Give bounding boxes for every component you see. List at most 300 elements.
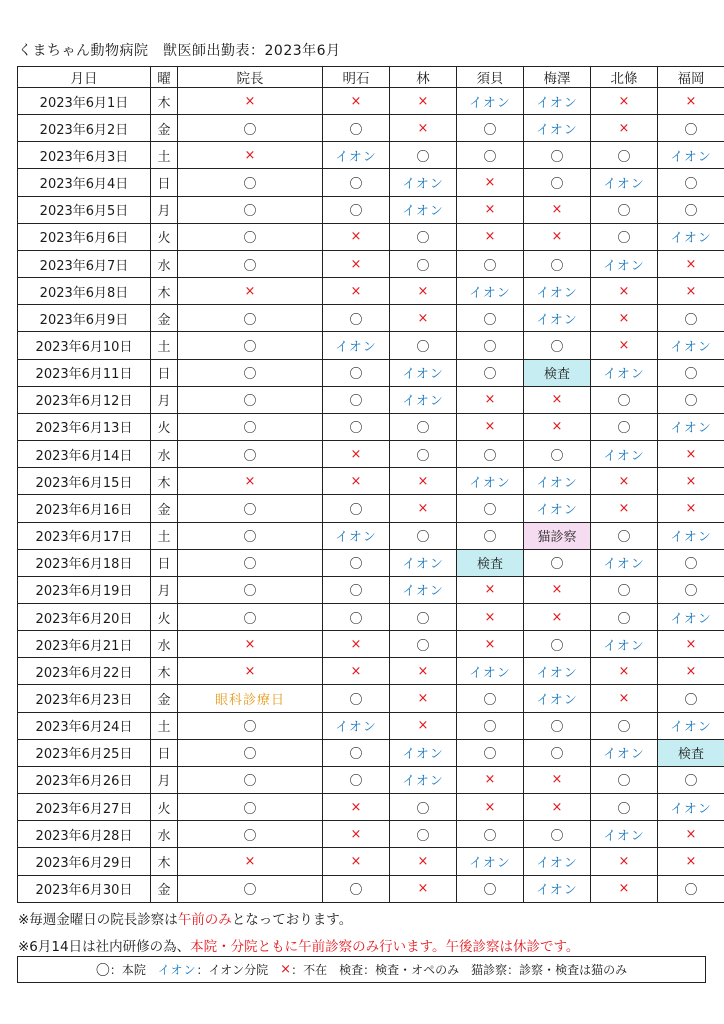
shift-cell-akashi: × — [323, 821, 390, 848]
shift-cell-director: 〇 — [178, 223, 323, 250]
shift-cell-umezawa: 検査 — [524, 359, 591, 386]
shift-cell-fukuoka: × — [658, 441, 724, 468]
table-row — [18, 576, 724, 603]
shift-cell-hayashi: イオン — [390, 549, 457, 576]
shift-cell-akashi: 〇 — [323, 359, 390, 386]
shift-cell-hayashi: 〇 — [390, 522, 457, 549]
date-cell: 2023年6月30日 — [18, 875, 151, 902]
shift-cell-director: × — [178, 848, 323, 875]
shift-cell-sugai: × — [457, 576, 524, 603]
weekday-cell: 水 — [151, 821, 178, 848]
table-row — [18, 495, 724, 522]
shift-cell-hojo: × — [591, 658, 658, 685]
date-cell: 2023年6月18日 — [18, 549, 151, 576]
shift-cell-hayashi: × — [390, 115, 457, 142]
shift-cell-hojo: 〇 — [591, 522, 658, 549]
shift-cell-umezawa: 猫診察 — [524, 522, 591, 549]
shift-cell-fukuoka: 〇 — [658, 305, 724, 332]
shift-cell-director: 〇 — [178, 250, 323, 277]
shift-cell-sugai: 〇 — [457, 305, 524, 332]
legend-aeon-label: イオン — [157, 963, 197, 977]
shift-cell-fukuoka: 〇 — [658, 766, 724, 793]
shift-cell-hayashi: イオン — [390, 576, 457, 603]
shift-cell-hojo: × — [591, 305, 658, 332]
shift-cell-sugai: 〇 — [457, 495, 524, 522]
shift-cell-akashi: × — [323, 658, 390, 685]
shift-cell-fukuoka: 検査 — [658, 739, 724, 766]
shift-cell-hayashi: 〇 — [390, 413, 457, 440]
shift-cell-sugai: × — [457, 169, 524, 196]
weekday-cell: 水 — [151, 441, 178, 468]
weekday-cell: 金 — [151, 305, 178, 332]
table-row — [18, 115, 724, 142]
shift-cell-director: × — [178, 278, 323, 305]
weekday-cell: 火 — [151, 794, 178, 821]
page-title: くまちゃん動物病院 獣医師出勤表：2023年6月 — [18, 43, 341, 59]
shift-cell-sugai: × — [457, 766, 524, 793]
shift-cell-sugai: 〇 — [457, 875, 524, 902]
shift-cell-hayashi: × — [390, 495, 457, 522]
shift-cell-hojo: × — [591, 115, 658, 142]
weekday-cell: 日 — [151, 169, 178, 196]
weekday-cell: 土 — [151, 142, 178, 169]
table-row — [18, 549, 724, 576]
shift-cell-umezawa: × — [524, 196, 591, 223]
table-row — [18, 848, 724, 875]
date-cell: 2023年6月5日 — [18, 196, 151, 223]
shift-cell-umezawa: イオン — [524, 658, 591, 685]
shift-cell-fukuoka: イオン — [658, 712, 724, 739]
date-cell: 2023年6月1日 — [18, 88, 151, 115]
shift-cell-director: 〇 — [178, 169, 323, 196]
weekday-cell: 木 — [151, 848, 178, 875]
shift-cell-akashi: 〇 — [323, 115, 390, 142]
shift-cell-umezawa: 〇 — [524, 250, 591, 277]
table-row — [18, 332, 724, 359]
weekday-cell: 木 — [151, 468, 178, 495]
table-row — [18, 685, 724, 712]
shift-cell-hojo: × — [591, 495, 658, 522]
shift-cell-fukuoka: × — [658, 631, 724, 658]
shift-cell-sugai: 〇 — [457, 359, 524, 386]
shift-cell-sugai: 〇 — [457, 522, 524, 549]
shift-cell-director: 眼科診療日 — [178, 685, 323, 712]
shift-cell-akashi: × — [323, 631, 390, 658]
weekday-cell: 日 — [151, 549, 178, 576]
table-row — [18, 142, 724, 169]
shift-cell-akashi: 〇 — [323, 766, 390, 793]
shift-cell-director: 〇 — [178, 359, 323, 386]
shift-cell-director: × — [178, 142, 323, 169]
table-row — [18, 522, 724, 549]
table-row — [18, 712, 724, 739]
date-cell: 2023年6月17日 — [18, 522, 151, 549]
col-header-hayashi: 林 — [390, 67, 457, 88]
shift-cell-fukuoka: 〇 — [658, 875, 724, 902]
shift-cell-umezawa: 〇 — [524, 712, 591, 739]
date-cell: 2023年6月19日 — [18, 576, 151, 603]
shift-cell-hayashi: 〇 — [390, 603, 457, 630]
date-cell: 2023年6月9日 — [18, 305, 151, 332]
shift-cell-hojo: 〇 — [591, 603, 658, 630]
shift-cell-hojo: × — [591, 332, 658, 359]
weekday-cell: 月 — [151, 576, 178, 603]
weekday-cell: 月 — [151, 196, 178, 223]
date-cell: 2023年6月6日 — [18, 223, 151, 250]
table-row — [18, 223, 724, 250]
legend-circle-desc: ：本院 — [109, 963, 146, 977]
shift-cell-sugai: 〇 — [457, 712, 524, 739]
schedule-table — [17, 66, 724, 903]
weekday-cell: 木 — [151, 278, 178, 305]
shift-cell-umezawa: イオン — [524, 685, 591, 712]
shift-cell-fukuoka: 〇 — [658, 549, 724, 576]
shift-cell-hojo: 〇 — [591, 576, 658, 603]
date-cell: 2023年6月29日 — [18, 848, 151, 875]
shift-cell-fukuoka: × — [658, 821, 724, 848]
note-friday-text-2: となっております。 — [231, 912, 353, 928]
shift-cell-sugai: イオン — [457, 848, 524, 875]
shift-cell-hojo: × — [591, 468, 658, 495]
shift-cell-akashi: イオン — [323, 712, 390, 739]
shift-cell-umezawa: 〇 — [524, 549, 591, 576]
date-cell: 2023年6月25日 — [18, 739, 151, 766]
legend-cross-icon: × — [280, 962, 292, 977]
shift-cell-director: 〇 — [178, 794, 323, 821]
shift-cell-akashi: イオン — [323, 142, 390, 169]
shift-cell-director: 〇 — [178, 576, 323, 603]
weekday-cell: 火 — [151, 603, 178, 630]
shift-cell-hayashi: イオン — [390, 766, 457, 793]
shift-cell-akashi: × — [323, 278, 390, 305]
weekday-cell: 水 — [151, 631, 178, 658]
shift-cell-akashi: 〇 — [323, 305, 390, 332]
weekday-cell: 月 — [151, 766, 178, 793]
table-row — [18, 658, 724, 685]
shift-cell-director: × — [178, 631, 323, 658]
shift-cell-fukuoka: イオン — [658, 223, 724, 250]
shift-cell-fukuoka: 〇 — [658, 169, 724, 196]
shift-cell-fukuoka: イオン — [658, 522, 724, 549]
shift-cell-hayashi: 〇 — [390, 332, 457, 359]
shift-cell-sugai: イオン — [457, 658, 524, 685]
shift-cell-fukuoka: × — [658, 495, 724, 522]
shift-cell-sugai: 〇 — [457, 142, 524, 169]
shift-cell-director: 〇 — [178, 549, 323, 576]
date-cell: 2023年6月23日 — [18, 685, 151, 712]
shift-cell-akashi: イオン — [323, 522, 390, 549]
shift-cell-akashi: × — [323, 468, 390, 495]
shift-cell-hayashi: イオン — [390, 169, 457, 196]
shift-cell-hayashi: × — [390, 305, 457, 332]
shift-cell-fukuoka: × — [658, 250, 724, 277]
shift-cell-director: 〇 — [178, 739, 323, 766]
shift-cell-hayashi: 〇 — [390, 250, 457, 277]
shift-cell-umezawa: × — [524, 603, 591, 630]
shift-cell-hayashi: 〇 — [390, 142, 457, 169]
table-row — [18, 631, 724, 658]
shift-cell-hayashi: 〇 — [390, 223, 457, 250]
shift-cell-fukuoka: 〇 — [658, 685, 724, 712]
shift-cell-sugai: 〇 — [457, 685, 524, 712]
date-cell: 2023年6月22日 — [18, 658, 151, 685]
weekday-cell: 金 — [151, 495, 178, 522]
shift-cell-akashi: 〇 — [323, 413, 390, 440]
shift-cell-hojo: イオン — [591, 250, 658, 277]
shift-cell-sugai: 〇 — [457, 332, 524, 359]
shift-cell-umezawa: × — [524, 223, 591, 250]
table-row — [18, 875, 724, 902]
legend-test-desc: 検査：検査・オペのみ — [339, 963, 460, 977]
note-friday — [18, 908, 352, 928]
shift-cell-hayashi: × — [390, 468, 457, 495]
note-friday-text-1: ※毎週金曜日の院長診察は — [18, 912, 178, 928]
col-header-sugai: 須貝 — [457, 67, 524, 88]
table-row — [18, 88, 724, 115]
table-row — [18, 305, 724, 332]
shift-cell-hojo: イオン — [591, 739, 658, 766]
shift-cell-akashi: 〇 — [323, 549, 390, 576]
weekday-cell: 金 — [151, 875, 178, 902]
shift-cell-sugai: × — [457, 413, 524, 440]
shift-cell-hayashi: イオン — [390, 386, 457, 413]
shift-cell-fukuoka: イオン — [658, 142, 724, 169]
shift-cell-umezawa: 〇 — [524, 441, 591, 468]
shift-cell-akashi: × — [323, 794, 390, 821]
shift-cell-hayashi: × — [390, 658, 457, 685]
shift-cell-fukuoka: イオン — [658, 413, 724, 440]
shift-cell-umezawa: イオン — [524, 875, 591, 902]
legend-aeon-desc: ：イオン分院 — [196, 963, 269, 977]
shift-cell-hojo: イオン — [591, 549, 658, 576]
shift-cell-fukuoka: イオン — [658, 794, 724, 821]
shift-cell-director: 〇 — [178, 875, 323, 902]
date-cell: 2023年6月4日 — [18, 169, 151, 196]
shift-cell-hojo: イオン — [591, 169, 658, 196]
weekday-cell: 水 — [151, 250, 178, 277]
shift-cell-sugai: × — [457, 603, 524, 630]
col-header-weekday: 曜 — [151, 67, 178, 88]
shift-cell-hojo: イオン — [591, 359, 658, 386]
shift-cell-akashi: 〇 — [323, 576, 390, 603]
table-row — [18, 468, 724, 495]
weekday-cell: 木 — [151, 88, 178, 115]
shift-cell-hayashi: イオン — [390, 739, 457, 766]
shift-cell-hayashi: × — [390, 848, 457, 875]
weekday-cell: 火 — [151, 223, 178, 250]
legend-cross-desc: ：不在 — [291, 963, 328, 977]
table-row — [18, 196, 724, 223]
shift-cell-umezawa: 〇 — [524, 631, 591, 658]
shift-cell-hojo: 〇 — [591, 712, 658, 739]
shift-cell-umezawa: イオン — [524, 115, 591, 142]
date-cell: 2023年6月12日 — [18, 386, 151, 413]
shift-cell-sugai: × — [457, 223, 524, 250]
shift-cell-akashi: イオン — [323, 332, 390, 359]
table-row — [18, 413, 724, 440]
shift-cell-director: 〇 — [178, 196, 323, 223]
shift-cell-fukuoka: 〇 — [658, 115, 724, 142]
shift-cell-akashi: × — [323, 441, 390, 468]
shift-cell-umezawa: イオン — [524, 468, 591, 495]
date-cell: 2023年6月3日 — [18, 142, 151, 169]
shift-cell-akashi: 〇 — [323, 495, 390, 522]
shift-cell-hojo: × — [591, 848, 658, 875]
shift-cell-umezawa: 〇 — [524, 739, 591, 766]
shift-cell-akashi: 〇 — [323, 603, 390, 630]
shift-cell-umezawa: × — [524, 766, 591, 793]
shift-cell-akashi: 〇 — [323, 739, 390, 766]
shift-cell-sugai: × — [457, 794, 524, 821]
shift-cell-hayashi: × — [390, 875, 457, 902]
date-cell: 2023年6月13日 — [18, 413, 151, 440]
weekday-cell: 日 — [151, 739, 178, 766]
date-cell: 2023年6月28日 — [18, 821, 151, 848]
shift-cell-umezawa: × — [524, 794, 591, 821]
table-row — [18, 359, 724, 386]
weekday-cell: 土 — [151, 712, 178, 739]
shift-cell-hayashi: × — [390, 712, 457, 739]
date-cell: 2023年6月21日 — [18, 631, 151, 658]
shift-cell-director: 〇 — [178, 305, 323, 332]
shift-cell-director: × — [178, 88, 323, 115]
shift-cell-fukuoka: イオン — [658, 603, 724, 630]
shift-cell-fukuoka: 〇 — [658, 196, 724, 223]
shift-cell-umezawa: イオン — [524, 305, 591, 332]
shift-cell-umezawa: 〇 — [524, 169, 591, 196]
shift-cell-umezawa: イオン — [524, 88, 591, 115]
shift-cell-hojo: イオン — [591, 631, 658, 658]
shift-cell-hojo: 〇 — [591, 413, 658, 440]
shift-cell-hojo: 〇 — [591, 142, 658, 169]
table-row — [18, 386, 724, 413]
table-row — [18, 278, 724, 305]
legend-cat-desc: 猫診察：診察・検査は猫のみ — [471, 963, 628, 977]
shift-cell-sugai: イオン — [457, 278, 524, 305]
shift-cell-sugai: 〇 — [457, 115, 524, 142]
table-row — [18, 603, 724, 630]
shift-cell-director: 〇 — [178, 766, 323, 793]
weekday-cell: 日 — [151, 359, 178, 386]
date-cell: 2023年6月16日 — [18, 495, 151, 522]
shift-cell-hayashi: 〇 — [390, 441, 457, 468]
shift-cell-akashi: × — [323, 88, 390, 115]
table-row — [18, 441, 724, 468]
date-cell: 2023年6月10日 — [18, 332, 151, 359]
shift-cell-hojo: 〇 — [591, 223, 658, 250]
date-cell: 2023年6月15日 — [18, 468, 151, 495]
table-row — [18, 821, 724, 848]
shift-cell-umezawa: 〇 — [524, 821, 591, 848]
shift-cell-director: × — [178, 658, 323, 685]
shift-cell-akashi: 〇 — [323, 386, 390, 413]
shift-cell-hojo: 〇 — [591, 794, 658, 821]
shift-cell-umezawa: × — [524, 576, 591, 603]
shift-cell-akashi: 〇 — [323, 685, 390, 712]
shift-cell-sugai: 〇 — [457, 739, 524, 766]
shift-cell-umezawa: 〇 — [524, 332, 591, 359]
shift-cell-sugai: × — [457, 631, 524, 658]
col-header-umezawa: 梅澤 — [524, 67, 591, 88]
shift-cell-umezawa: × — [524, 386, 591, 413]
shift-cell-fukuoka: イオン — [658, 332, 724, 359]
shift-cell-akashi: × — [323, 250, 390, 277]
shift-cell-hojo: × — [591, 875, 658, 902]
col-header-hojo: 北條 — [591, 67, 658, 88]
shift-cell-hojo: × — [591, 88, 658, 115]
shift-cell-sugai: × — [457, 386, 524, 413]
shift-cell-umezawa: イオン — [524, 278, 591, 305]
shift-cell-fukuoka: × — [658, 658, 724, 685]
weekday-cell: 金 — [151, 115, 178, 142]
table-row — [18, 250, 724, 277]
shift-cell-hayashi: 〇 — [390, 794, 457, 821]
col-header-director: 院長 — [178, 67, 323, 88]
date-cell: 2023年6月11日 — [18, 359, 151, 386]
date-cell: 2023年6月26日 — [18, 766, 151, 793]
shift-cell-hayashi: イオン — [390, 196, 457, 223]
shift-cell-akashi: 〇 — [323, 875, 390, 902]
note-friday-highlight: 午前のみ — [177, 912, 232, 928]
header-row — [18, 67, 724, 88]
col-header-fukuoka: 福岡 — [658, 67, 724, 88]
shift-cell-umezawa: イオン — [524, 848, 591, 875]
weekday-cell: 火 — [151, 413, 178, 440]
table-row — [18, 739, 724, 766]
legend-circle-icon: 〇 — [95, 962, 110, 979]
date-cell: 2023年6月27日 — [18, 794, 151, 821]
shift-cell-fukuoka: 〇 — [658, 386, 724, 413]
shift-cell-director: 〇 — [178, 386, 323, 413]
shift-cell-hayashi: × — [390, 685, 457, 712]
date-cell: 2023年6月2日 — [18, 115, 151, 142]
shift-cell-director: 〇 — [178, 522, 323, 549]
shift-cell-fukuoka: × — [658, 468, 724, 495]
shift-cell-director: 〇 — [178, 821, 323, 848]
legend-box — [17, 956, 706, 983]
shift-cell-akashi: × — [323, 848, 390, 875]
note-june14 — [18, 935, 579, 955]
weekday-cell: 木 — [151, 658, 178, 685]
shift-cell-hojo: 〇 — [591, 386, 658, 413]
shift-cell-sugai: イオン — [457, 468, 524, 495]
shift-cell-director: 〇 — [178, 413, 323, 440]
shift-cell-sugai: 〇 — [457, 821, 524, 848]
note-june14-text: ※6月14日は社内研修の為、 — [18, 939, 191, 955]
shift-cell-hayashi: × — [390, 88, 457, 115]
shift-cell-akashi: 〇 — [323, 169, 390, 196]
shift-cell-director: 〇 — [178, 712, 323, 739]
shift-cell-umezawa: イオン — [524, 495, 591, 522]
shift-cell-hojo: イオン — [591, 441, 658, 468]
weekday-cell: 土 — [151, 332, 178, 359]
shift-cell-sugai: 検査 — [457, 549, 524, 576]
shift-cell-umezawa: 〇 — [524, 142, 591, 169]
shift-cell-sugai: イオン — [457, 88, 524, 115]
shift-cell-hayashi: × — [390, 278, 457, 305]
table-row — [18, 766, 724, 793]
shift-cell-fukuoka: 〇 — [658, 576, 724, 603]
shift-cell-sugai: 〇 — [457, 250, 524, 277]
date-cell: 2023年6月20日 — [18, 603, 151, 630]
note-june14-highlight: 本院・分院ともに午前診察のみ行います。午後診察は休診です。 — [190, 939, 580, 955]
col-header-akashi: 明石 — [323, 67, 390, 88]
shift-cell-umezawa: × — [524, 413, 591, 440]
date-cell: 2023年6月24日 — [18, 712, 151, 739]
date-cell: 2023年6月7日 — [18, 250, 151, 277]
shift-cell-director: × — [178, 468, 323, 495]
shift-cell-hayashi: 〇 — [390, 821, 457, 848]
